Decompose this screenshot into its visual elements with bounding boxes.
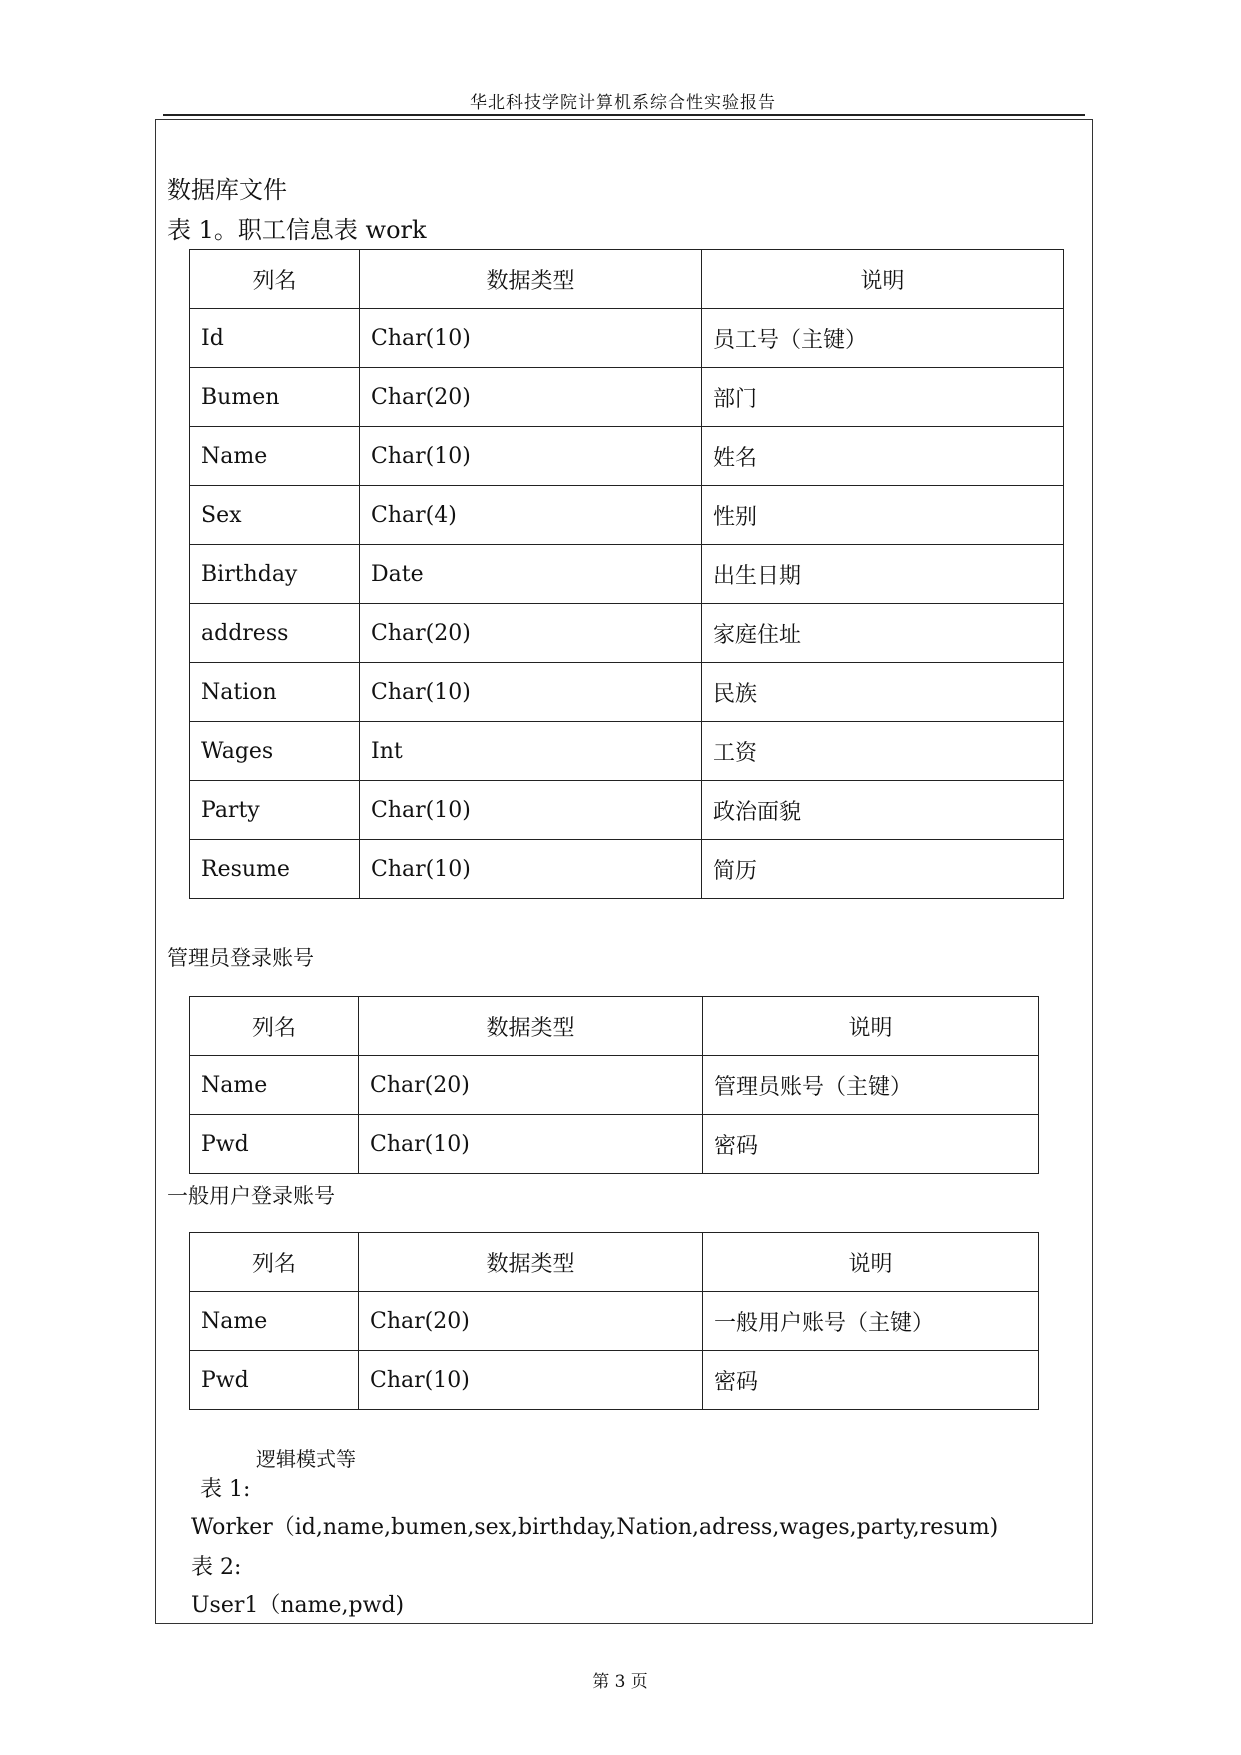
logic-schema-title: 逻辑模式等 <box>256 1447 356 1471</box>
table-cell: 姓名 <box>702 427 1064 486</box>
table-row <box>190 604 1064 663</box>
table-row <box>190 427 1064 486</box>
table-cell: Char(10) <box>360 309 702 368</box>
header-cell: 列名 <box>190 250 360 309</box>
header-rule <box>163 114 1085 116</box>
table-cell: Birthday <box>190 545 360 604</box>
logic-table2-label: 表 2: <box>191 1555 242 1580</box>
table2-caption: 管理员登录账号 <box>167 946 314 970</box>
table-cell: Wages <box>190 722 360 781</box>
header-cell: 说明 <box>703 1233 1039 1292</box>
table-row <box>190 1351 1039 1410</box>
table-row <box>190 1115 1039 1174</box>
table-row <box>190 722 1064 781</box>
table-cell: Char(10) <box>360 663 702 722</box>
table-cell: Date <box>360 545 702 604</box>
table-cell: Bumen <box>190 368 360 427</box>
table-row <box>190 545 1064 604</box>
table-cell: Char(10) <box>360 427 702 486</box>
table-row <box>190 781 1064 840</box>
table-cell: Char(10) <box>359 1351 703 1410</box>
admin-account-table <box>189 996 1039 1174</box>
table-cell: Name <box>190 1292 359 1351</box>
table-cell: Sex <box>190 486 360 545</box>
table-cell: 出生日期 <box>702 545 1064 604</box>
header-cell: 说明 <box>703 997 1039 1056</box>
table-cell: 密码 <box>703 1351 1039 1410</box>
table-cell: Id <box>190 309 360 368</box>
table-header-row <box>190 997 1039 1056</box>
user-schema: User1（name,pwd) <box>191 1593 405 1618</box>
table-cell: 一般用户账号（主键） <box>703 1292 1039 1351</box>
table-row <box>190 309 1064 368</box>
user-account-table <box>189 1232 1039 1410</box>
logic-table1-label: 表 1: <box>200 1477 251 1502</box>
worker-schema: Worker（id,name,bumen,sex,birthday,Nation,adress,wages,party,resum) <box>191 1515 999 1540</box>
table-cell: 家庭住址 <box>702 604 1064 663</box>
table-cell: Char(20) <box>360 604 702 663</box>
table-cell: 政治面貌 <box>702 781 1064 840</box>
table-cell: Name <box>190 1056 359 1115</box>
table-cell: Char(20) <box>359 1056 703 1115</box>
table-cell: Char(10) <box>359 1115 703 1174</box>
header-cell: 数据类型 <box>360 250 702 309</box>
table-header-row <box>190 1233 1039 1292</box>
table-header-row <box>190 250 1064 309</box>
table-cell: 密码 <box>703 1115 1039 1174</box>
page-header: 华北科技学院计算机系综合性实验报告 <box>470 93 776 113</box>
table-row <box>190 840 1064 899</box>
table-cell: 部门 <box>702 368 1064 427</box>
table-cell: 工资 <box>702 722 1064 781</box>
table-cell: Pwd <box>190 1115 359 1174</box>
table-row <box>190 1056 1039 1115</box>
table-row <box>190 663 1064 722</box>
table-row <box>190 368 1064 427</box>
table-cell: Char(20) <box>360 368 702 427</box>
table-cell: Party <box>190 781 360 840</box>
table-cell: Int <box>360 722 702 781</box>
section-title: 数据库文件 <box>167 176 287 204</box>
table-cell: 民族 <box>702 663 1064 722</box>
header-cell: 数据类型 <box>359 1233 703 1292</box>
table-cell: 管理员账号（主键） <box>703 1056 1039 1115</box>
table-cell: Char(10) <box>360 840 702 899</box>
table-cell: 简历 <box>702 840 1064 899</box>
header-cell: 列名 <box>190 1233 359 1292</box>
table-row <box>190 1292 1039 1351</box>
header-cell: 列名 <box>190 997 359 1056</box>
table-cell: Pwd <box>190 1351 359 1410</box>
table-cell: Resume <box>190 840 360 899</box>
table-cell: Char(20) <box>359 1292 703 1351</box>
work-table <box>189 249 1064 899</box>
header-cell: 数据类型 <box>359 997 703 1056</box>
page-number: 第 3 页 <box>592 1672 648 1692</box>
table3-caption: 一般用户登录账号 <box>167 1184 335 1208</box>
table-cell: 性别 <box>702 486 1064 545</box>
table-cell: Char(4) <box>360 486 702 545</box>
header-cell: 说明 <box>702 250 1064 309</box>
table-cell: Char(10) <box>360 781 702 840</box>
table-cell: 员工号（主键） <box>702 309 1064 368</box>
table-cell: address <box>190 604 360 663</box>
table-cell: Name <box>190 427 360 486</box>
table-row <box>190 486 1064 545</box>
table1-caption: 表 1。职工信息表 work <box>167 216 427 244</box>
table-cell: Nation <box>190 663 360 722</box>
